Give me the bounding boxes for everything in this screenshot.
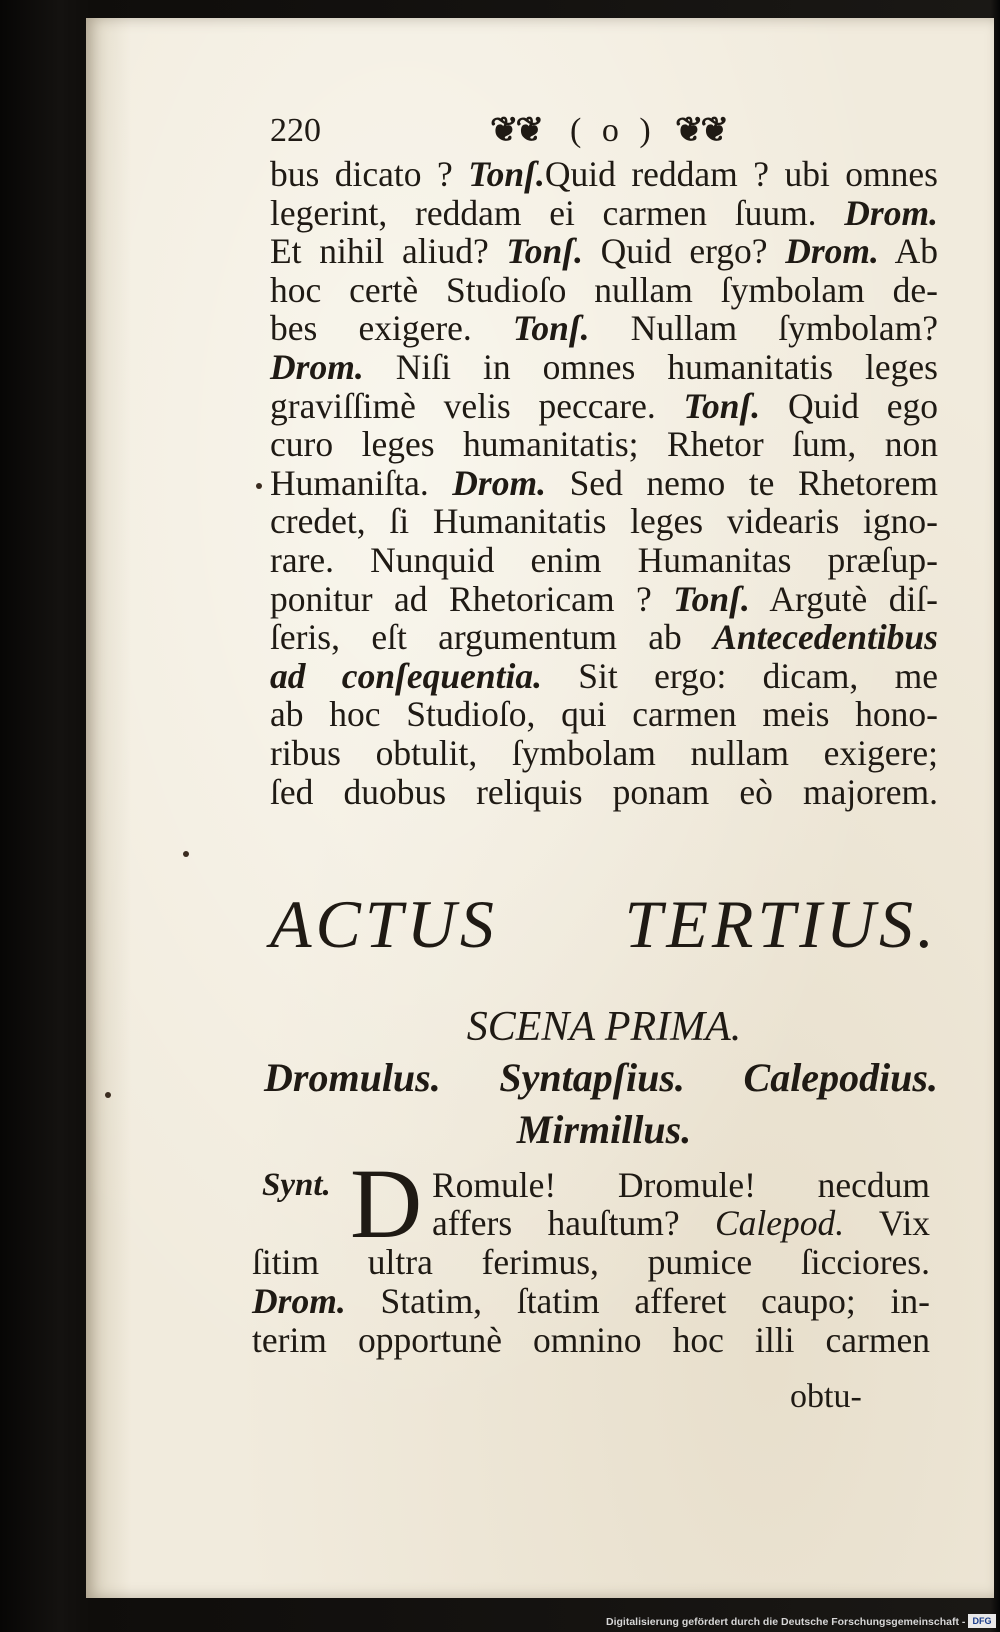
- dfg-logo-icon: DFG: [968, 1614, 996, 1628]
- text-segment: ponitur ad Rhetoricam ?: [270, 578, 674, 619]
- text-segment: ſitim ultra ferimus, pumice ſicciores.: [252, 1242, 930, 1282]
- text-segment: bus dicato ?: [270, 154, 469, 194]
- digitization-credit: Digitalisierung gefördert durch die Deutsche Forschungsgemeinschaft -: [606, 1616, 966, 1628]
- text-segment: Sit ergo: dicam, me: [541, 655, 938, 696]
- emphasis-segment: Drom.: [452, 462, 546, 503]
- text-segment: Sed nemo te Rhetorem: [546, 462, 938, 503]
- scene-title: SCENA PRIMA.: [466, 1004, 742, 1050]
- running-head: [270, 108, 750, 156]
- text-line: [270, 345, 938, 389]
- text-segment: Argutè diſ-: [749, 578, 938, 619]
- emphasis-segment: Tonſ.: [506, 231, 583, 272]
- persona-syntapsius: Syntapſius.: [499, 1055, 685, 1100]
- text-segment: graviſſimè velis peccare.: [270, 385, 684, 426]
- signature-mark: ( o ): [570, 112, 657, 149]
- text-segment: affers hauſtum?: [432, 1203, 715, 1243]
- text-line: [270, 384, 938, 428]
- text-line: [252, 1240, 930, 1284]
- text-line: [270, 191, 938, 235]
- page-number: 220: [270, 112, 321, 149]
- emphasis-segment: Tonſ.: [683, 385, 761, 426]
- text-line: [270, 654, 938, 698]
- text-line: [270, 731, 938, 775]
- text-line: [270, 461, 938, 505]
- scene-speaker: Synt.: [262, 1167, 331, 1203]
- text-line: [252, 1318, 930, 1362]
- text-segment: Niſi in omnes humanitatis leges: [363, 347, 938, 387]
- text-segment: Humaniſta.: [270, 462, 453, 503]
- text-segment: Ab: [878, 231, 938, 272]
- text-line: [270, 229, 938, 273]
- text-segment: credet, ſi Humanitatis leges videaris igno-: [270, 501, 938, 542]
- persona-dromulus: Dromulus.: [264, 1055, 441, 1100]
- text-line: [270, 268, 938, 312]
- emphasis-segment: ad conſequentia.: [270, 655, 542, 696]
- text-segment: Quid ergo?: [583, 231, 786, 272]
- text-line: [270, 770, 938, 814]
- text-segment: ribus obtulit, ſymbolam nullam exigere;: [270, 733, 938, 773]
- text-line: [270, 577, 938, 621]
- text-segment: Statim, ſtatim afferet caupo; in-: [345, 1281, 930, 1321]
- persona-calepodius: Calepodius.: [743, 1055, 938, 1100]
- emphasis-segment: Drom.: [252, 1281, 346, 1321]
- persona-mirmillus: Mirmillus.: [516, 1107, 692, 1152]
- emphasis-segment: Tonſ.: [673, 578, 750, 619]
- text-segment: Romule! Dromule! necdum: [432, 1165, 930, 1205]
- emphasis-segment: Tonſ.: [512, 308, 590, 349]
- ornament-right-icon: ❦❦: [675, 112, 726, 149]
- text-segment: rare. Nunquid enim Humanitas præſup-: [270, 540, 938, 580]
- text-segment: Quid reddam ? ubi omnes: [544, 154, 938, 194]
- text-segment: hoc certè Studioſo nullam ſymbolam de-: [270, 269, 938, 310]
- text-line: [252, 1279, 930, 1323]
- text-segment: Quid ego: [760, 385, 938, 426]
- text-segment: Nullam ſymbolam?: [589, 308, 939, 349]
- ink-speck: [256, 483, 262, 489]
- text-line: [270, 499, 938, 543]
- text-segment: curo leges humanitatis; Rhetor ſum, non: [270, 424, 938, 465]
- emphasis-segment: Drom.: [270, 347, 364, 387]
- text-segment: Vix: [844, 1203, 930, 1243]
- drop-cap: D: [350, 1148, 423, 1259]
- emphasis-segment: Tonſ.: [468, 154, 545, 194]
- ornament-left-icon: ❦❦: [490, 112, 541, 149]
- emphasis-segment: Antecedentibus: [713, 617, 938, 658]
- text-line: [432, 1201, 930, 1245]
- text-line: [270, 615, 938, 659]
- ink-speck: [183, 851, 189, 857]
- text-line: [270, 538, 938, 582]
- text-line: [270, 152, 938, 196]
- text-segment: ab hoc Studioſo, qui carmen meis hono-: [270, 694, 938, 735]
- text-line: [270, 306, 938, 350]
- text-line: [270, 692, 938, 736]
- dramatis-personae: [264, 1055, 938, 1101]
- emphasis-segment: Drom.: [785, 231, 879, 272]
- ink-speck: [105, 1092, 111, 1098]
- text-segment: ſed duobus reliquis ponam eò majorem.: [270, 771, 938, 812]
- text-segment: ſeris, eſt argumentum ab: [270, 617, 714, 658]
- text-line: [270, 422, 938, 466]
- catchword: obtu-: [790, 1378, 862, 1415]
- text-segment: Et nihil aliud?: [270, 231, 507, 272]
- text-segment: terim opportunè omnino hoc illi carmen: [252, 1320, 930, 1360]
- emphasis-segment: Calepod.: [714, 1203, 845, 1243]
- emphasis-segment: Drom.: [844, 192, 938, 233]
- text-segment: legerint, reddam ei carmen ſuum.: [270, 192, 845, 233]
- act-title: ACTUS TERTIUS.: [270, 886, 938, 962]
- text-segment: bes exigere.: [270, 308, 513, 349]
